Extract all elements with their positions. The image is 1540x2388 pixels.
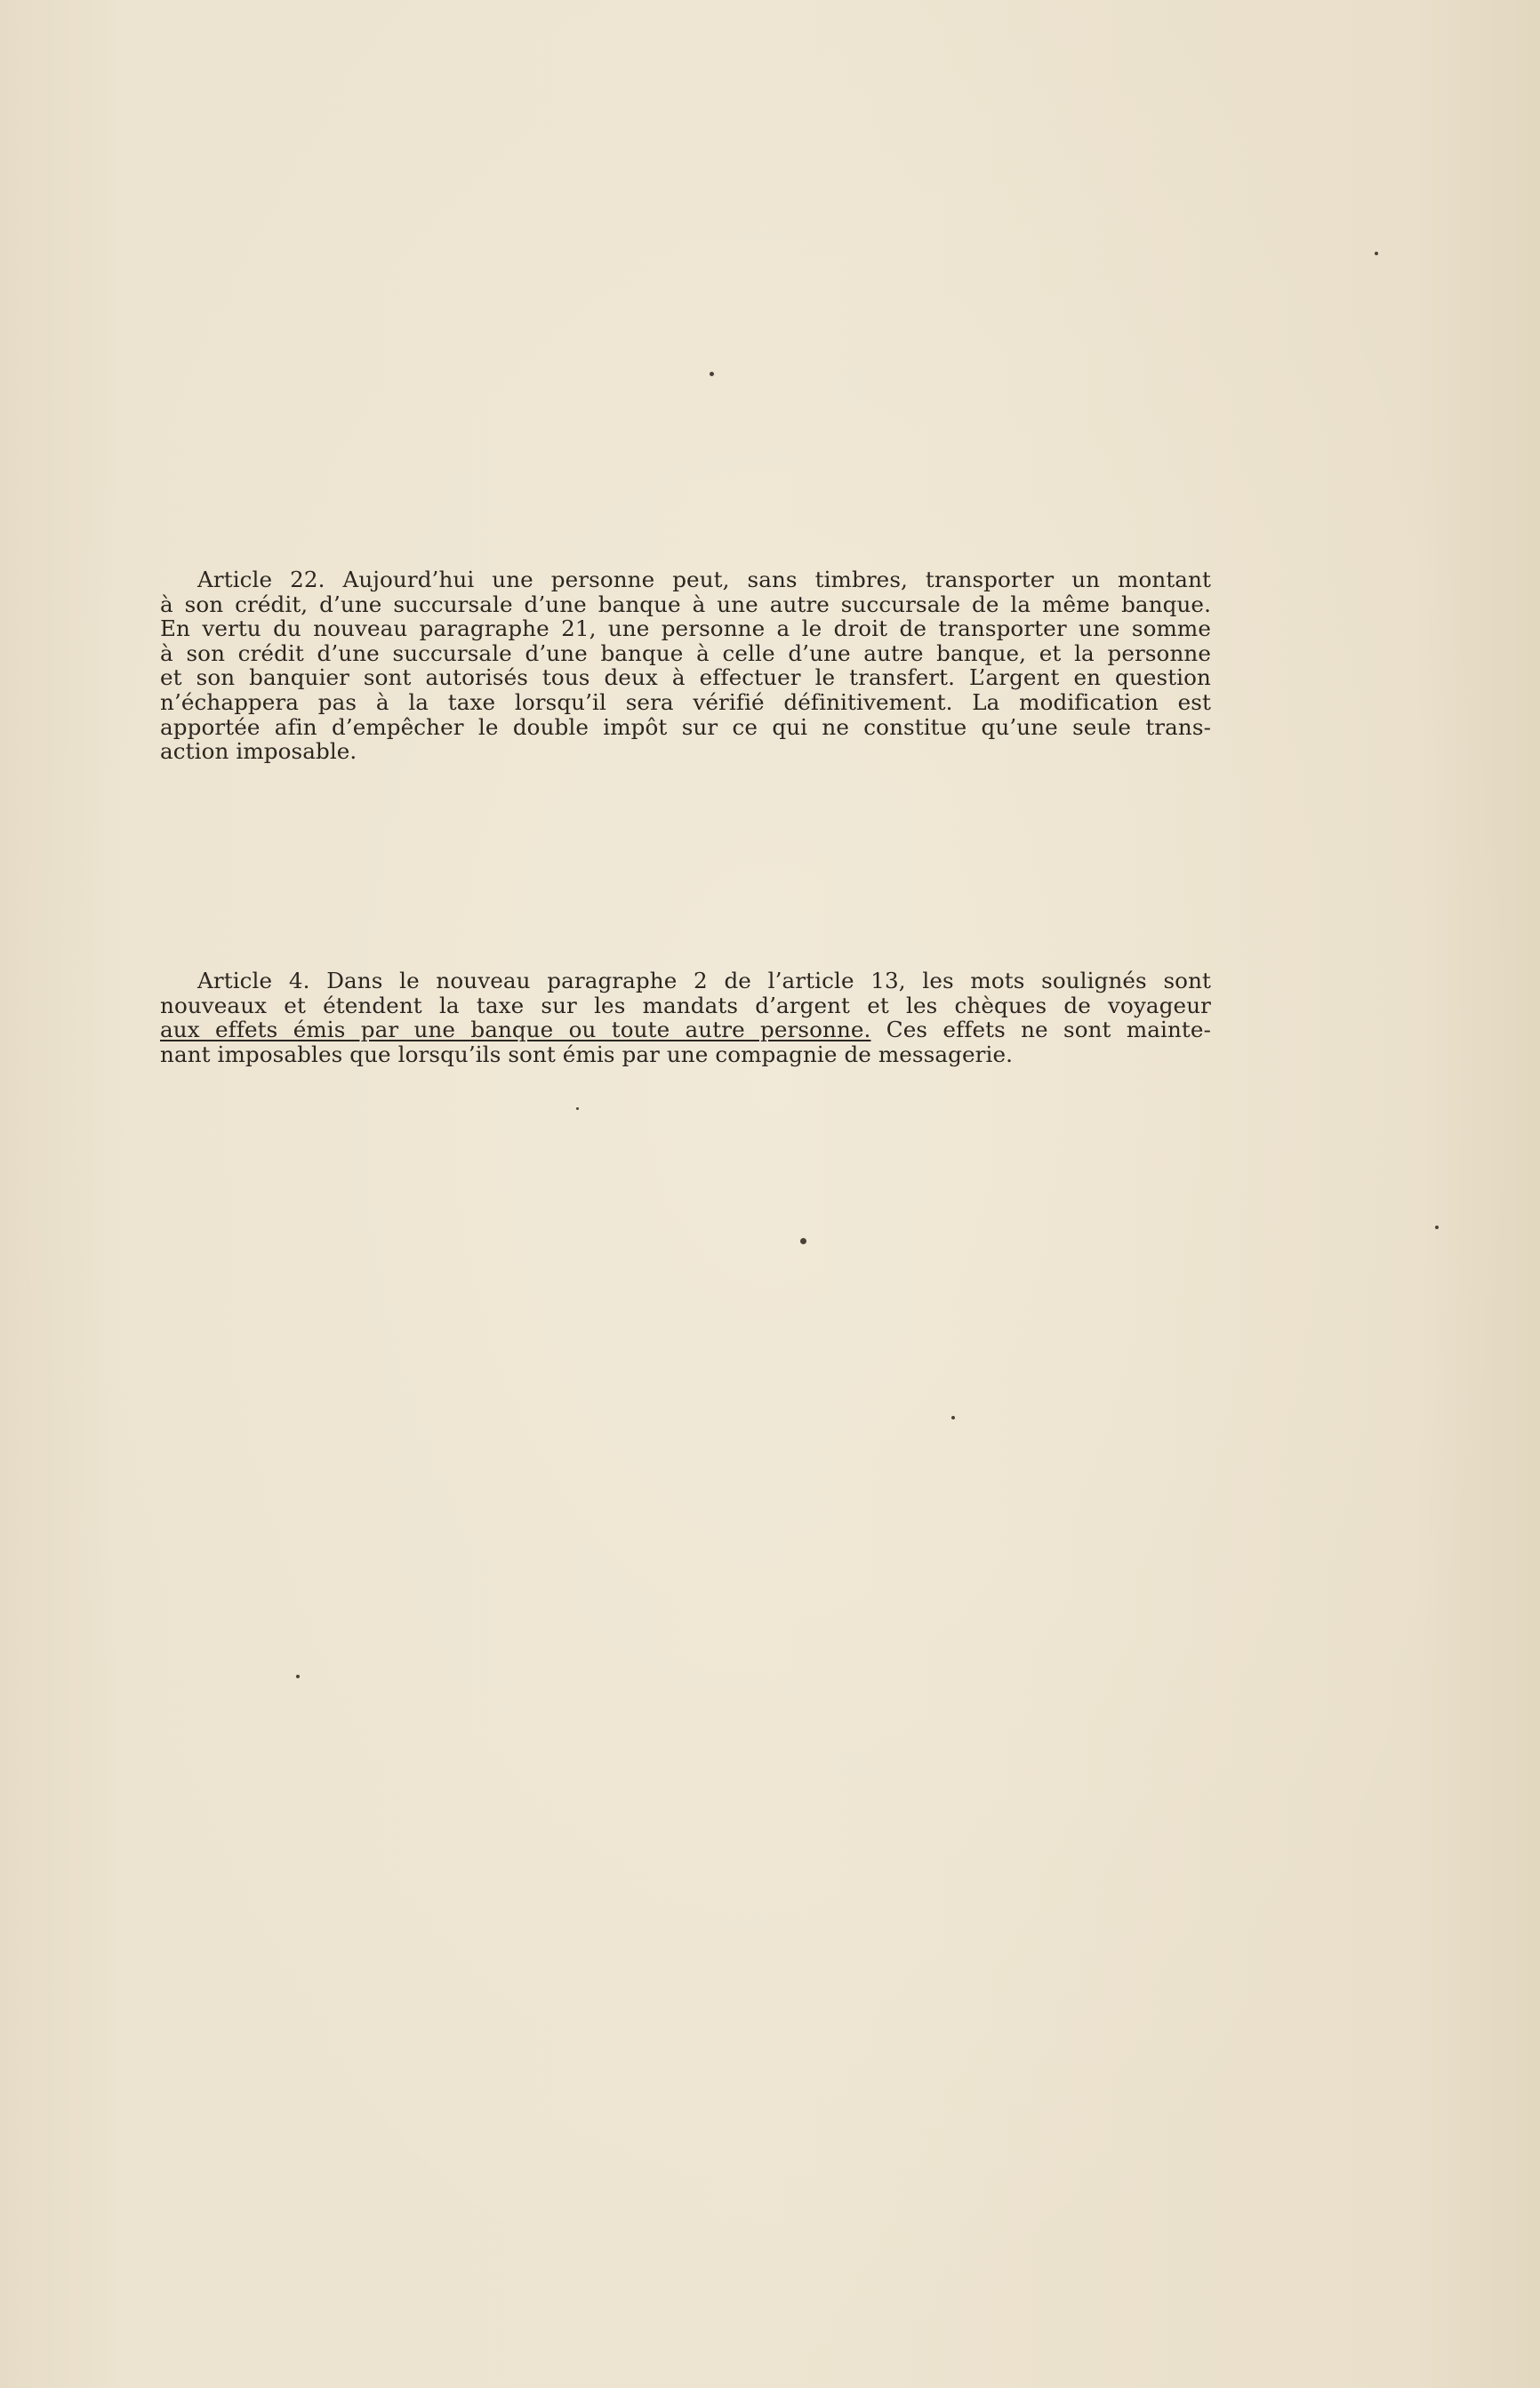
article-4-paragraph xyxy=(160,969,1211,1066)
paper-speck xyxy=(576,1107,579,1110)
article-4-line-rest: Ces effets ne sont mainte- xyxy=(870,1017,1211,1043)
article-4-line: nouveaux et étendent la taxe sur les mandats d’argent et les chèques de voyageur xyxy=(160,992,1211,1018)
paper-speck xyxy=(1435,1226,1439,1229)
paper-speck xyxy=(710,372,714,376)
paper-speck xyxy=(1375,252,1378,255)
article-4-line: Article 4. Dans le nouveau paragraphe 2 de l’article 13, les mots soulignés sont xyxy=(197,968,1211,993)
article-4-line: nant imposables que lorsqu’ils sont émis par une compagnie de messagerie. xyxy=(160,1041,1014,1067)
article-22-line: action imposable. xyxy=(160,738,357,765)
article-22-line: à son crédit d’une succursale d’une banque à celle d’une autre banque, et la personne xyxy=(160,639,1211,666)
article-22-line: n’échappera pas à la taxe lorsqu’il sera vérifié définitivement. La modification est xyxy=(160,688,1211,715)
article-22-line: à son crédit, d’une succursale d’une banque à une autre succursale de la même banque. xyxy=(160,591,1211,617)
article-22-line: apportée afin d’empêcher le double impôt sur ce qui ne constitue qu’une seule trans- xyxy=(160,713,1211,740)
article-4-line xyxy=(160,1017,1211,1042)
article-22-paragraph xyxy=(160,567,1211,764)
article-22-note xyxy=(160,567,1211,764)
article-22-line: En vertu du nouveau paragraphe 21, une personne a le droit de transporter une somme xyxy=(160,615,1211,642)
paper-speck xyxy=(296,1675,300,1678)
article-22-line: Article 22. Aujourd’hui une personne peut, sans timbres, transporter un montant xyxy=(197,567,1211,592)
article-22-line: et son banquier sont autorisés tous deux à effectuer le transfert. L’argent en question xyxy=(160,664,1211,691)
paper-speck xyxy=(800,1238,806,1244)
paper-speck xyxy=(951,1416,955,1419)
underlined-new-words: aux effets émis par une banque ou toute autre personne. xyxy=(160,1017,871,1043)
article-4-note xyxy=(160,969,1211,1066)
